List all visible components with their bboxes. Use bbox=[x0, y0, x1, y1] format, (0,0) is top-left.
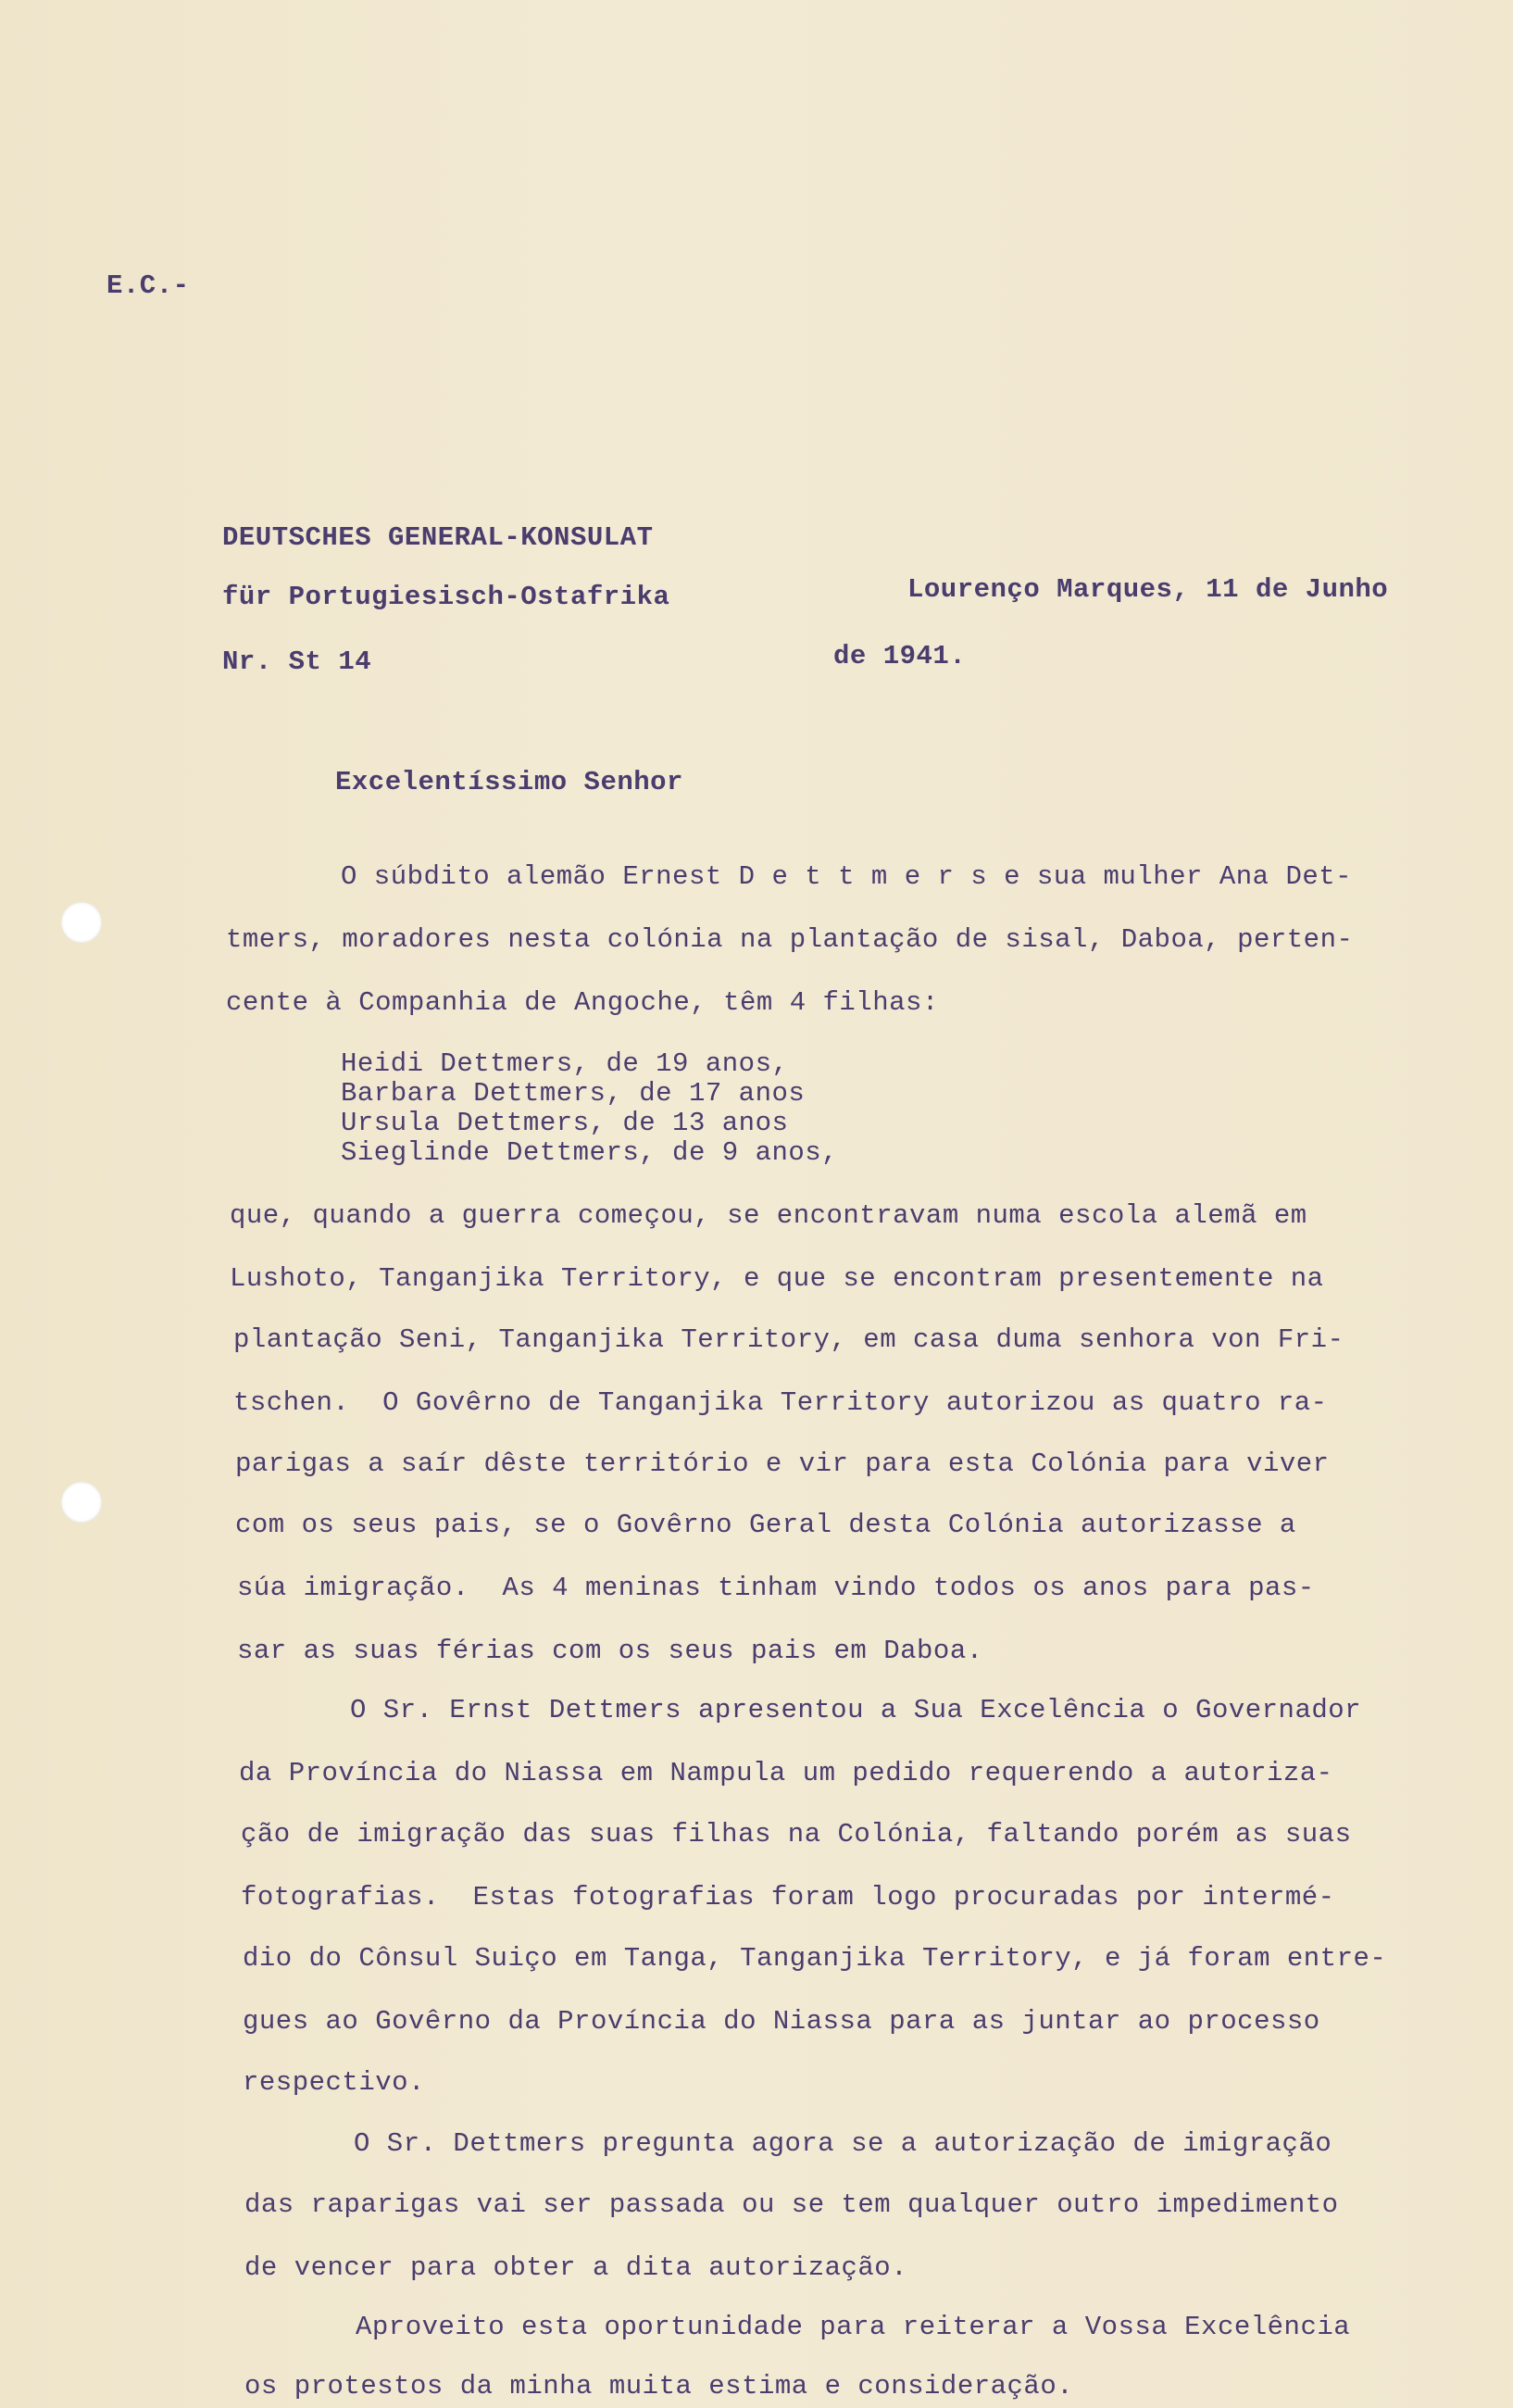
paragraph-4-line: O Sr. Dettmers pregunta agora se a autorização de imigração bbox=[354, 2128, 1332, 2159]
consulate-name: DEUTSCHES GENERAL-KONSULAT bbox=[222, 522, 654, 553]
punch-hole-bottom bbox=[61, 1482, 102, 1523]
paragraph-5-line: Aproveito esta oportunidade para reiterar a Vossa Excelência bbox=[356, 2312, 1351, 2342]
daughter-entry: Heidi Dettmers, de 19 anos, bbox=[341, 1048, 789, 1079]
paragraph-1-line: cente à Companhia de Angoche, têm 4 filhas: bbox=[226, 987, 939, 1018]
paragraph-2-line: que, quando a guerra começou, se encontravam numa escola alemã em bbox=[230, 1200, 1307, 1231]
daughter-entry: Barbara Dettmers, de 17 anos bbox=[341, 1078, 806, 1109]
paragraph-3-line: dio do Cônsul Suiço em Tanga, Tanganjika Territory, e já foram entre- bbox=[243, 1943, 1387, 1974]
paragraph-2-line: tschen. O Govêrno de Tanganjika Territory autorizou as quatro ra- bbox=[233, 1387, 1328, 1418]
paragraph-3-line: fotografias. Estas fotografias foram logo procuradas por intermé- bbox=[241, 1882, 1335, 1913]
paragraph-3-line: gues ao Govêrno da Província do Niassa para as juntar ao processo bbox=[243, 2006, 1320, 2037]
date-line-2: de 1941. bbox=[833, 641, 967, 671]
paragraph-4-line: de vencer para obter a dita autorização. bbox=[244, 2252, 908, 2283]
paragraph-3-line: ção de imigração das suas filhas na Colónia, faltando porém as suas bbox=[241, 1819, 1352, 1850]
daughter-entry: Ursula Dettmers, de 13 anos bbox=[341, 1108, 789, 1138]
paragraph-2-line: súa imigração. As 4 meninas tinham vindo todos os anos para pas- bbox=[237, 1573, 1315, 1603]
paragraph-4-line: das raparigas vai ser passada ou se tem qualquer outro impedimento bbox=[244, 2189, 1339, 2220]
consulate-region: für Portugiesisch-Ostafrika bbox=[222, 582, 670, 612]
paragraph-1-line: O súbdito alemão Ernest D e t t m e r s e sua mulher Ana Det- bbox=[341, 861, 1353, 892]
paragraph-5-line: os protestos da minha muita estima e consideração. bbox=[244, 2371, 1074, 2402]
paragraph-3-line: da Província do Niassa em Nampula um pedido requerendo a autoriza- bbox=[239, 1758, 1333, 1788]
paragraph-2-line: plantação Seni, Tanganjika Territory, em casa duma senhora von Fri- bbox=[233, 1324, 1344, 1355]
salutation: Excelentíssimo Senhor bbox=[335, 767, 683, 797]
daughter-entry: Sieglinde Dettmers, de 9 anos, bbox=[341, 1137, 839, 1168]
punch-hole-top bbox=[61, 902, 102, 943]
paragraph-2-line: sar as suas férias com os seus pais em Daboa. bbox=[237, 1636, 983, 1666]
paragraph-2-line: Lushoto, Tanganjika Territory, e que se encontram presentemente na bbox=[230, 1263, 1324, 1294]
reference-number: Nr. St 14 bbox=[222, 646, 372, 677]
paragraph-2-line: com os seus pais, se o Govêrno Geral desta Colónia autorizasse a bbox=[235, 1510, 1296, 1540]
paragraph-2-line: parigas a saír dêste território e vir para esta Colónia para viver bbox=[235, 1449, 1330, 1479]
paragraph-3-line: O Sr. Ernst Dettmers apresentou a Sua Excelência o Governador bbox=[350, 1695, 1362, 1725]
paragraph-1-line: tmers, moradores nesta colónia na plantação de sisal, Daboa, perten- bbox=[226, 924, 1354, 955]
paragraph-3-line: respectivo. bbox=[243, 2067, 425, 2098]
reference-code: E.C.- bbox=[106, 270, 190, 301]
date-line-1: Lourenço Marques, 11 de Junho bbox=[907, 574, 1389, 605]
